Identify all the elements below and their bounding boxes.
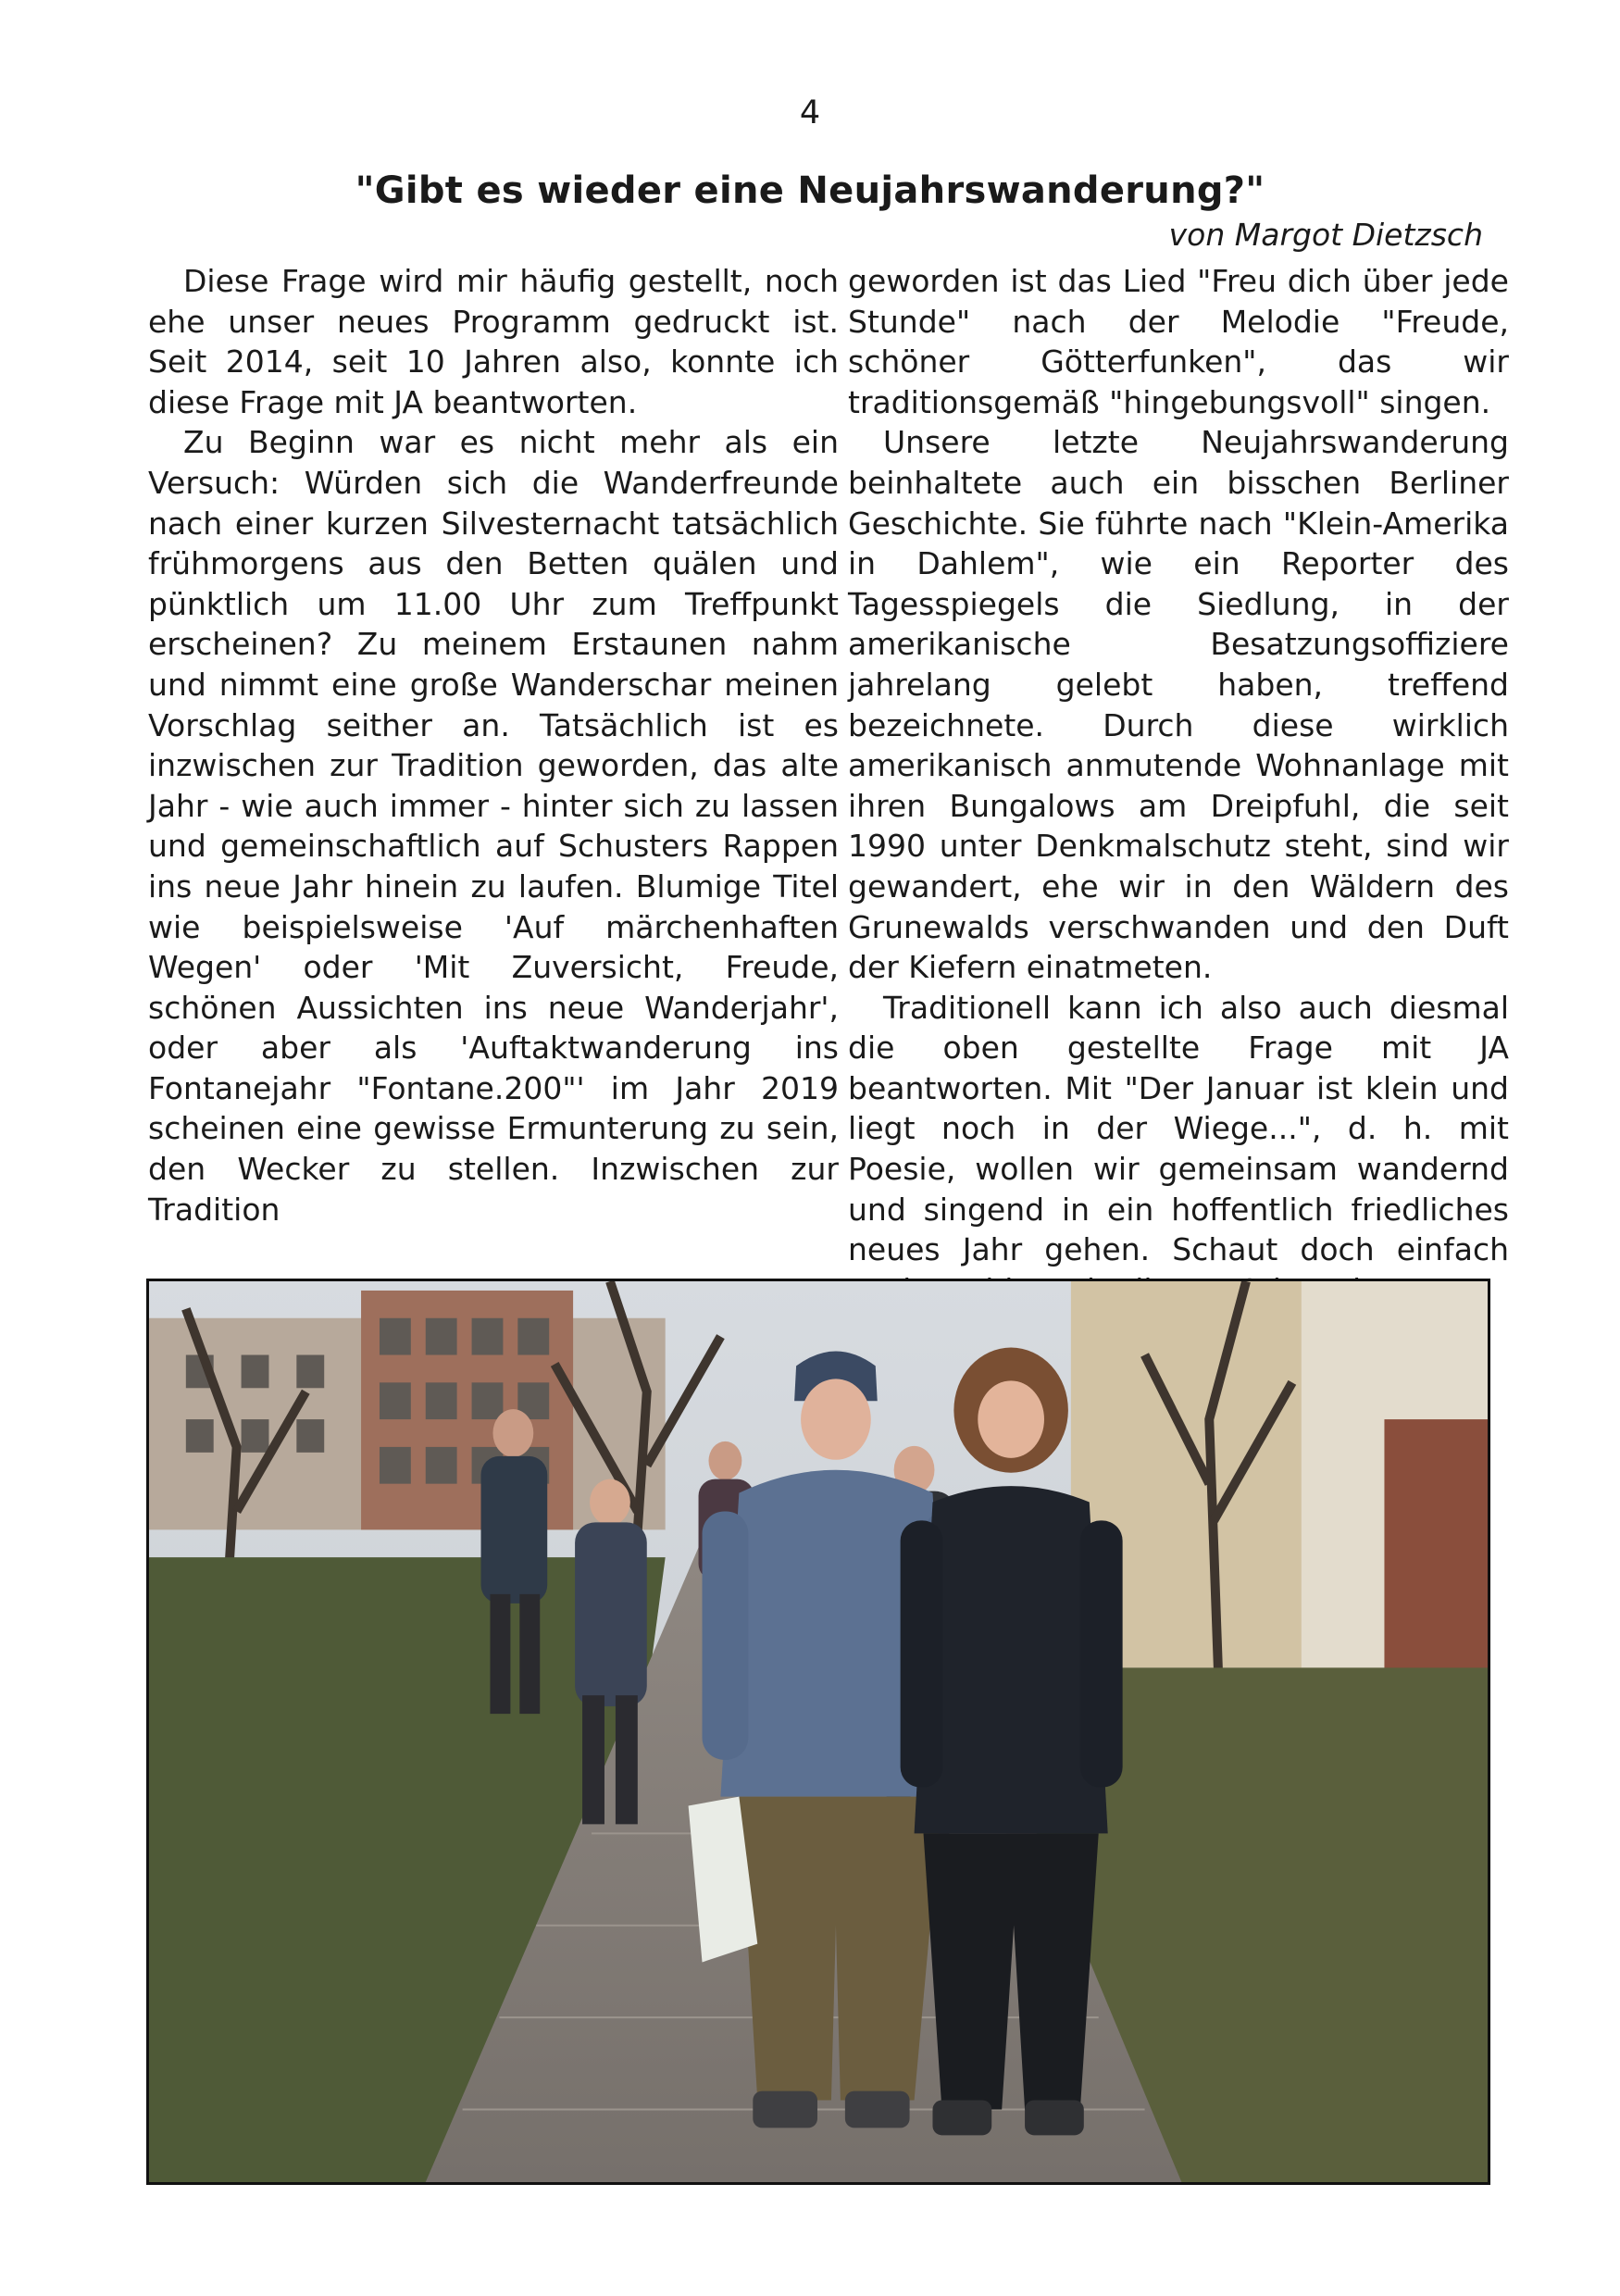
left-paragraph-2: Zu Beginn war es nicht mehr als ein Versuch: Würden sich die Wanderfreunde nach einer kurzen Silvesternacht tatsächlich frühmorgens aus den Betten quälen und pünktlich um 11.00 Uhr zum Treffpunkt erscheinen? Zu meinem Erstaunen nahm und nimmt eine große Wanderschar meinen Vorschlag seither an. Tatsächlich ist es inzwischen zur Tradition geworden, das alte Jahr - wie auch immer - hinter sich zu lassen und gemeinschaftlich auf Schusters Rappen ins neue Jahr hinein zu laufen. Blumige Titel wie beispielsweise 'Auf märchenhaften Wegen' oder 'Mit Zuversicht, Freude, schönen Aussichten ins neue Wanderjahr', oder aber als 'Auftaktwanderung ins Fontanejahr "Fontane.200"' im Jahr 2019 scheinen eine gewisse Ermunterung zu sein, den Wecker zu stellen. Inzwischen zur Tradition <box>148 424 839 1228</box>
right-column <box>848 261 1509 1310</box>
right-paragraph-2: Unsere letzte Neujahrswanderung beinhaltete auch ein bisschen Berliner Geschichte. Sie führte nach "Klein-Amerika in Dahlem", wie ein Reporter des Tagesspiegels die Siedlung, in der amerikanische Besatzungsoffiziere jahrelang gelebt haben, treffend bezeichnete. Durch diese wirklich amerikanisch anmutende Wohnanlage mit ihren Bungalows am Dreipfuhl, die seit 1990 unter Denkmalschutz steht, sind wir gewandert, ehe wir in den Wäldern des Grunewalds verschwanden und den Duft der Kiefern einatmeten. <box>848 424 1509 986</box>
hikers-photo-illustration <box>149 1281 1488 2182</box>
article-title: "Gibt es wieder eine Neujahrswanderung?" <box>355 169 1265 212</box>
page-number: 4 <box>799 94 821 131</box>
article-author: von Margot Dietzsch <box>1168 217 1483 253</box>
article-photo <box>146 1279 1490 2185</box>
right-paragraph-1: geworden ist das Lied "Freu dich über jede Stunde" nach der Melodie "Freude, schöner Götterfunken", das wir traditionsgemäß "hingebungsvoll" singen. <box>848 263 1509 420</box>
brick-wall <box>1384 1419 1488 1695</box>
left-paragraph-1: Diese Frage wird mir häufig gestellt, noch ehe unser neues Programm gedruckt ist. Seit 2014, seit 10 Jahren also, konnte ich diese Frage mit JA beantworten. <box>148 263 839 420</box>
left-column <box>148 261 839 1229</box>
right-paragraph-3: Traditionell kann ich also auch diesmal die oben gestellte Frage mit JA beantworten. Mit "Der Januar ist klein und liegt noch in der Wiege...", d. h. mit Poesie, wollen wir gemeinsam wandernd und singend in ein hoffentlich friedliches neues Jahr gehen. Schaut doch einfach <box>848 989 1509 1268</box>
